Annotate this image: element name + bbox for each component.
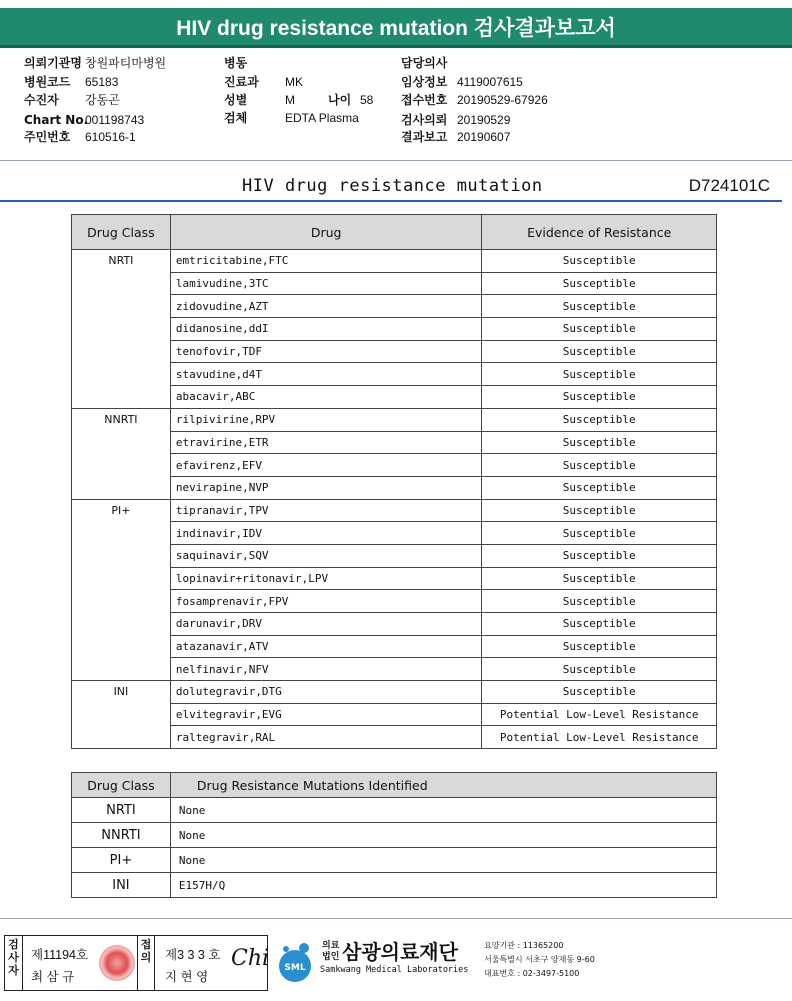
lab-code: 요양기관 : 11365200 bbox=[484, 941, 564, 950]
drug-cell: atazanavir,ATV bbox=[170, 635, 482, 658]
header-evidence: Evidence of Resistance bbox=[482, 215, 717, 250]
info-value: 20190529-67926 bbox=[457, 93, 548, 107]
info-label: 진료과 bbox=[224, 75, 259, 89]
table-header-row bbox=[72, 215, 717, 250]
table-row bbox=[72, 499, 717, 522]
lab-english-name: Samkwang Medical Laboratories bbox=[320, 965, 469, 975]
info-value: 20190529 bbox=[457, 113, 511, 127]
evidence-cell: Susceptible bbox=[482, 340, 717, 363]
info-col2-row bbox=[224, 74, 303, 91]
drug-cell: didanosine,ddI bbox=[170, 318, 482, 341]
info-col3-row bbox=[401, 92, 548, 109]
info-col2-row bbox=[224, 110, 359, 127]
confirm-name: 지 현 영 bbox=[165, 970, 209, 984]
table-row bbox=[72, 823, 717, 848]
tester-name: 최 삼 규 bbox=[31, 970, 75, 984]
drug-cell: darunavir,DRV bbox=[170, 613, 482, 636]
divider bbox=[0, 918, 792, 919]
info-col2-row bbox=[224, 55, 285, 72]
evidence-cell: Susceptible bbox=[482, 408, 717, 431]
drug-class-cell: INI bbox=[72, 873, 171, 898]
info-value: M bbox=[285, 93, 295, 107]
drug-class-cell: PI+ bbox=[72, 499, 171, 681]
report-title: HIV drug resistance mutation 검사결과보고서 bbox=[176, 16, 616, 40]
evidence-cell: Susceptible bbox=[482, 522, 717, 545]
tester-number: 제11194호 bbox=[31, 948, 89, 962]
drug-cell: efavirenz,EFV bbox=[170, 454, 482, 477]
age-value: 58 bbox=[360, 93, 374, 107]
seal-stamp-icon bbox=[99, 945, 135, 981]
info-label: 담당의사 bbox=[401, 56, 448, 70]
divider bbox=[0, 160, 792, 161]
info-label: 임상정보 bbox=[401, 75, 448, 89]
info-col3-row bbox=[401, 129, 510, 146]
drug-cell: tenofovir,TDF bbox=[170, 340, 482, 363]
evidence-cell: Potential Low-Level Resistance bbox=[482, 726, 717, 749]
drug-cell: raltegravir,RAL bbox=[170, 726, 482, 749]
table-row bbox=[72, 873, 717, 898]
info-label: 접수번호 bbox=[401, 93, 448, 107]
resistance-table bbox=[71, 214, 717, 749]
lab-name: 삼광의료재단 bbox=[342, 940, 458, 964]
evidence-cell: Susceptible bbox=[482, 318, 717, 341]
drug-cell: etravirine,ETR bbox=[170, 431, 482, 454]
evidence-cell: Susceptible bbox=[482, 635, 717, 658]
table-row bbox=[72, 848, 717, 873]
logo-mark-text: SML bbox=[284, 963, 306, 973]
drug-class-cell: NNRTI bbox=[72, 408, 171, 499]
header-drug-class: Drug Class bbox=[72, 215, 171, 250]
evidence-cell: Susceptible bbox=[482, 613, 717, 636]
drug-cell: zidovudine,AZT bbox=[170, 295, 482, 318]
info-col1-row bbox=[24, 74, 118, 91]
drug-cell: abacavir,ABC bbox=[170, 386, 482, 409]
mutation-table bbox=[71, 772, 717, 898]
evidence-cell: Susceptible bbox=[482, 386, 717, 409]
info-label: 수진자 bbox=[24, 93, 59, 107]
sml-logo-icon bbox=[274, 939, 316, 983]
drug-cell: emtricitabine,FTC bbox=[170, 250, 482, 273]
drug-cell: indinavir,IDV bbox=[170, 522, 482, 545]
drug-cell: stavudine,d4T bbox=[170, 363, 482, 386]
mutation-cell: None bbox=[170, 798, 716, 823]
info-label: 병원코드 bbox=[24, 75, 71, 89]
info-label: 의뢰기관명 bbox=[24, 56, 82, 70]
evidence-cell: Susceptible bbox=[482, 681, 717, 704]
info-col3-row bbox=[401, 112, 510, 129]
drug-cell: saquinavir,SQV bbox=[170, 544, 482, 567]
drug-class-cell: NRTI bbox=[72, 250, 171, 409]
evidence-cell: Susceptible bbox=[482, 544, 717, 567]
lab-prefix: 의료 법인 bbox=[322, 941, 340, 962]
info-value: 65183 bbox=[85, 75, 119, 89]
evidence-cell: Susceptible bbox=[482, 295, 717, 318]
signature-box bbox=[4, 935, 268, 991]
header-mutations: Drug Resistance Mutations Identified bbox=[170, 773, 716, 798]
info-value: MK bbox=[285, 75, 303, 89]
info-label: 성별 bbox=[224, 93, 248, 107]
mutation-cell: None bbox=[170, 848, 716, 873]
info-value: 4119007615 bbox=[457, 75, 523, 89]
evidence-cell: Susceptible bbox=[482, 363, 717, 386]
lab-info bbox=[484, 939, 595, 981]
evidence-cell: Susceptible bbox=[482, 454, 717, 477]
drug-class-cell: NRTI bbox=[72, 798, 171, 823]
drug-cell: nevirapine,NVP bbox=[170, 476, 482, 499]
info-label: Chart No. bbox=[24, 113, 89, 127]
section-title-bar bbox=[0, 172, 782, 202]
header-drug-class: Drug Class bbox=[72, 773, 171, 798]
info-col3-row bbox=[401, 55, 457, 72]
table-header-row bbox=[72, 773, 717, 798]
info-col1-row bbox=[24, 92, 120, 109]
mutation-cell: None bbox=[170, 823, 716, 848]
info-col1-row bbox=[24, 129, 136, 146]
drug-cell: tipranavir,TPV bbox=[170, 499, 482, 522]
info-label: 검체 bbox=[224, 111, 248, 125]
lab-address: 서울특별시 서초구 양재동 9-60 bbox=[484, 955, 595, 964]
drug-cell: dolutegravir,DTG bbox=[170, 681, 482, 704]
info-col2-row bbox=[224, 92, 295, 109]
evidence-cell: Susceptible bbox=[482, 431, 717, 454]
confirm-number: 제3 3 3 호 bbox=[165, 948, 221, 962]
info-value: EDTA Plasma bbox=[285, 111, 359, 125]
evidence-cell: Susceptible bbox=[482, 250, 717, 273]
table-row bbox=[72, 798, 717, 823]
evidence-cell: Susceptible bbox=[482, 476, 717, 499]
info-age-row bbox=[328, 92, 373, 109]
drug-class-cell: PI+ bbox=[72, 848, 171, 873]
drug-class-cell: NNRTI bbox=[72, 823, 171, 848]
evidence-cell: Susceptible bbox=[482, 499, 717, 522]
drug-cell: fosamprenavir,FPV bbox=[170, 590, 482, 613]
info-col3-row bbox=[401, 74, 523, 91]
table-row bbox=[72, 408, 717, 431]
signature-mark: Chi bbox=[231, 946, 270, 971]
info-value: 강동곤 bbox=[85, 93, 120, 107]
info-col1-row bbox=[24, 112, 144, 129]
evidence-cell: Susceptible bbox=[482, 590, 717, 613]
drug-cell: rilpivirine,RPV bbox=[170, 408, 482, 431]
age-label: 나이 bbox=[328, 93, 352, 107]
drug-cell: nelfinavir,NFV bbox=[170, 658, 482, 681]
confirm-label: 접의 bbox=[137, 936, 155, 990]
section-title: HIV drug resistance mutation bbox=[242, 176, 543, 196]
info-value: 20190607 bbox=[457, 130, 511, 144]
info-col1-row bbox=[24, 55, 166, 72]
info-label: 검사의뢰 bbox=[401, 113, 448, 127]
mutation-cell: E157H/Q bbox=[170, 873, 716, 898]
info-value: 610516-1 bbox=[85, 130, 136, 144]
info-value: 001198743 bbox=[85, 113, 145, 127]
table-row bbox=[72, 681, 717, 704]
lab-logo bbox=[274, 935, 790, 991]
evidence-cell: Potential Low-Level Resistance bbox=[482, 703, 717, 726]
info-value: 창원파티마병원 bbox=[85, 56, 167, 70]
table-row bbox=[72, 250, 717, 273]
drug-class-cell: INI bbox=[72, 681, 171, 749]
tester-label: 검사자 bbox=[5, 936, 23, 990]
report-banner bbox=[0, 8, 792, 48]
header-drug: Drug bbox=[170, 215, 482, 250]
info-label: 주민번호 bbox=[24, 130, 71, 144]
evidence-cell: Susceptible bbox=[482, 658, 717, 681]
evidence-cell: Susceptible bbox=[482, 567, 717, 590]
drug-cell: lamivudine,3TC bbox=[170, 272, 482, 295]
test-code: D724101C bbox=[688, 176, 770, 195]
info-label: 결과보고 bbox=[401, 130, 448, 144]
evidence-cell: Susceptible bbox=[482, 272, 717, 295]
drug-cell: lopinavir+ritonavir,LPV bbox=[170, 567, 482, 590]
lab-phone: 대표번호 : 02-3497-5100 bbox=[484, 969, 580, 978]
info-label: 병동 bbox=[224, 56, 248, 70]
drug-cell: elvitegravir,EVG bbox=[170, 703, 482, 726]
